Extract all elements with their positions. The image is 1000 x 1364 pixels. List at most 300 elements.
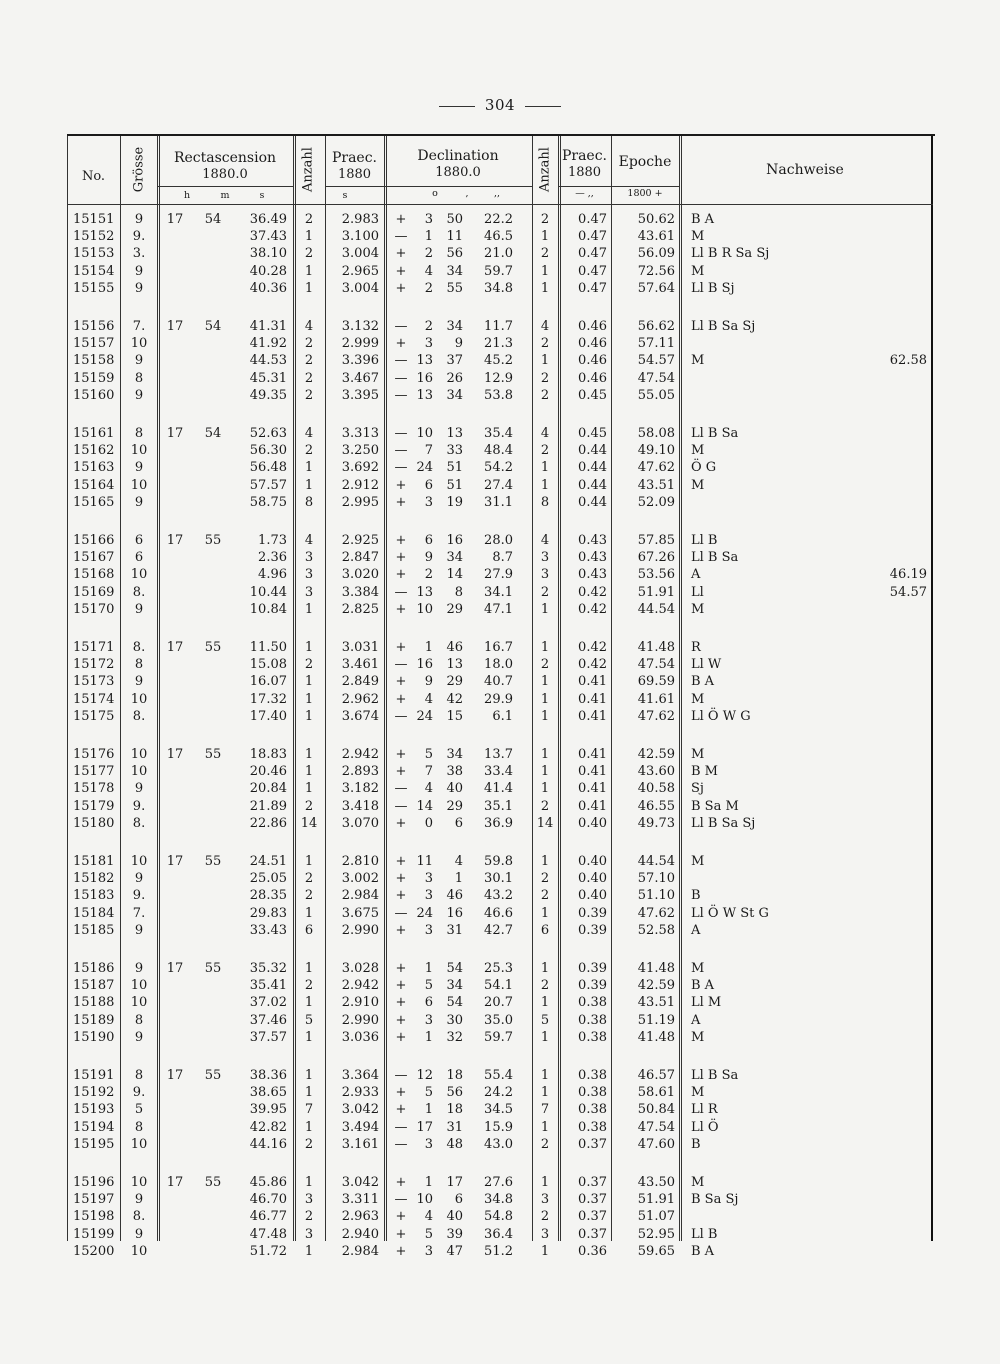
header-anzahl: Anzahl (300, 147, 316, 192)
cell-decl-d: 3 (424, 336, 433, 352)
cell-epoche: 54.57 (637, 353, 675, 369)
cell-decl-s: 47.1 (484, 601, 513, 617)
cell-decl-m: 33 (446, 443, 463, 459)
cell-no: 15176 (73, 747, 115, 762)
cell-nachweise: A (691, 567, 701, 583)
cell-praec2: 0.37 (578, 1209, 607, 1225)
cell-decl-d: 16 (416, 370, 433, 386)
cell-anzahl: 4 (304, 319, 314, 334)
cell-ra-s: 46.77 (249, 1209, 287, 1225)
cell-nachweise: M (691, 353, 705, 369)
cell-praec: 2.849 (341, 674, 379, 690)
cell-groesse: 9 (134, 871, 144, 887)
cell-ra-h: 17 (166, 1175, 184, 1190)
cell-praec2: 0.37 (578, 1192, 607, 1208)
cell-groesse: 10 (130, 1175, 148, 1190)
cell-groesse: 9. (132, 1085, 146, 1101)
cell-praec2: 0.44 (578, 460, 607, 476)
cell-decl-s: 59.8 (484, 854, 513, 869)
cell-decl-m: 29 (446, 674, 463, 690)
cell-sign: — (394, 443, 408, 459)
cell-groesse: 8 (134, 370, 144, 386)
cell-no: 15156 (73, 319, 115, 334)
cell-decl-m: 11 (446, 229, 463, 245)
cell-ra-s: 42.82 (249, 1119, 287, 1135)
cell-ra-h: 17 (166, 640, 184, 655)
col-divider-epoche (679, 136, 682, 1241)
cell-anzahl2: 4 (540, 533, 550, 548)
cell-epoche: 44.54 (637, 601, 675, 617)
cell-anzahl2: 1 (540, 854, 550, 869)
cell-no: 15190 (73, 1029, 115, 1045)
cell-epoche: 50.84 (637, 1102, 675, 1118)
cell-decl-m: 34 (446, 978, 463, 994)
cell-praec2: 0.40 (578, 815, 607, 831)
cell-epoche: 41.61 (637, 691, 675, 707)
cell-decl-d: 24 (416, 460, 433, 476)
cell-decl-s: 35.1 (484, 798, 513, 814)
cell-decl-m: 26 (446, 370, 463, 386)
cell-anzahl: 2 (304, 871, 314, 887)
cell-praec2: 0.42 (578, 640, 607, 655)
cell-anzahl: 1 (304, 961, 314, 976)
praec2-units-rule (558, 186, 611, 187)
cell-ra-h: 17 (166, 854, 184, 869)
cell-groesse: 10 (130, 443, 148, 459)
cell-nachweise: Ö G (691, 460, 717, 476)
cell-epoche: 47.54 (637, 370, 675, 386)
cell-groesse: 10 (130, 477, 148, 493)
cell-decl-m: 14 (446, 567, 463, 583)
cell-no: 15154 (73, 263, 115, 279)
cell-sign: — (394, 1068, 408, 1083)
cell-groesse: 8 (134, 1119, 144, 1135)
cell-anzahl: 7 (304, 1102, 314, 1118)
cell-decl-d: 10 (416, 1192, 433, 1208)
cell-decl-d: 13 (416, 353, 433, 369)
cell-ra-s: 37.43 (249, 229, 287, 245)
cell-no: 15195 (73, 1136, 115, 1152)
cell-praec2: 0.47 (578, 246, 607, 262)
cell-decl-s: 35.4 (484, 426, 513, 441)
cell-groesse: 8. (132, 708, 146, 724)
cell-ra-s: 51.72 (249, 1243, 287, 1259)
cell-ra-s: 36.49 (249, 212, 287, 227)
header-ra-h: h (183, 190, 191, 201)
cell-extra: 46.19 (889, 567, 927, 583)
cell-ra-s: 37.57 (249, 1029, 287, 1045)
cell-praec: 3.004 (341, 280, 379, 296)
cell-anzahl: 6 (304, 922, 314, 938)
cell-decl-m: 16 (446, 533, 463, 548)
cell-anzahl: 2 (304, 336, 314, 352)
cell-sign: + (395, 567, 407, 583)
cell-ra-h: 17 (166, 961, 184, 976)
cell-sign: + (395, 1175, 407, 1190)
cell-decl-d: 4 (424, 263, 433, 279)
cell-praec: 2.984 (341, 1243, 379, 1259)
cell-sign: + (395, 1012, 407, 1028)
cell-anzahl: 1 (304, 708, 314, 724)
cell-decl-d: 1 (424, 1029, 433, 1045)
cell-nachweise: Ll (691, 584, 704, 600)
col-divider-praec (384, 136, 387, 1241)
cell-decl-s: 27.6 (484, 1175, 513, 1190)
cell-anzahl: 1 (304, 460, 314, 476)
header-praec-title: Praec. (331, 150, 378, 166)
cell-groesse: 9 (134, 674, 144, 690)
cell-anzahl2: 1 (540, 995, 550, 1011)
cell-groesse: 9 (134, 280, 144, 296)
cell-anzahl2: 2 (540, 387, 550, 403)
cell-decl-d: 9 (424, 674, 433, 690)
cell-epoche: 72.56 (637, 263, 675, 279)
cell-ra-s: 20.46 (249, 764, 287, 780)
cell-praec: 2.942 (341, 747, 379, 762)
cell-praec: 3.418 (341, 798, 379, 814)
cell-anzahl: 1 (304, 674, 314, 690)
cell-anzahl: 3 (304, 567, 314, 583)
cell-decl-d: 12 (416, 1068, 433, 1083)
cell-anzahl2: 1 (540, 1175, 550, 1190)
cell-decl-m: 19 (446, 494, 463, 510)
cell-anzahl: 3 (304, 1192, 314, 1208)
cell-nachweise: B A (691, 978, 715, 994)
cell-praec: 2.825 (341, 601, 379, 617)
cell-nachweise: M (691, 477, 705, 493)
col-divider-groesse (157, 136, 160, 1241)
cell-decl-m: 9 (454, 336, 463, 352)
cell-anzahl: 2 (304, 443, 314, 459)
cell-no: 15181 (73, 854, 115, 869)
cell-extra: 62.58 (889, 353, 927, 369)
cell-decl-d: 2 (424, 319, 433, 334)
cell-groesse: 10 (130, 854, 148, 869)
cell-decl-m: 54 (446, 961, 463, 976)
header-ra-epoch: 1880.0 (202, 167, 248, 182)
cell-no: 15170 (73, 601, 115, 617)
cell-anzahl2: 2 (540, 1209, 550, 1225)
cell-sign: + (395, 888, 407, 904)
decl-units-rule (384, 186, 532, 187)
cell-decl-s: 8.7 (492, 550, 513, 566)
cell-sign: + (395, 246, 407, 262)
cell-ra-m: 55 (204, 640, 222, 655)
cell-anzahl: 1 (304, 1085, 314, 1101)
cell-decl-d: 24 (416, 708, 433, 724)
cell-decl-d: 4 (424, 781, 433, 797)
cell-decl-s: 34.5 (484, 1102, 513, 1118)
cell-anzahl2: 2 (540, 798, 550, 814)
cell-anzahl: 1 (304, 1243, 314, 1259)
cell-anzahl2: 1 (540, 1085, 550, 1101)
cell-epoche: 51.91 (637, 584, 675, 600)
cell-ra-s: 45.31 (249, 370, 287, 386)
cell-epoche: 59.65 (637, 1243, 675, 1259)
cell-groesse: 10 (130, 764, 148, 780)
praec-units-rule (325, 186, 384, 187)
header-decl-title: Declination (417, 148, 499, 164)
cell-anzahl: 2 (304, 246, 314, 262)
header-decl-deg: o (432, 188, 438, 199)
cell-sign: — (394, 387, 408, 403)
cell-decl-d: 2 (424, 567, 433, 583)
cell-epoche: 69.59 (637, 674, 675, 690)
cell-decl-m: 34 (446, 319, 463, 334)
cell-praec: 2.912 (341, 477, 379, 493)
cell-ra-s: 47.48 (249, 1226, 287, 1242)
cell-epoche: 55.05 (637, 387, 675, 403)
cell-anzahl: 1 (304, 640, 314, 655)
cell-praec: 3.396 (341, 353, 379, 369)
cell-nachweise: M (691, 1085, 705, 1101)
cell-praec: 3.461 (341, 657, 379, 673)
cell-praec2: 0.42 (578, 601, 607, 617)
cell-nachweise: A (691, 922, 701, 938)
cell-epoche: 58.61 (637, 1085, 675, 1101)
cell-decl-d: 5 (424, 978, 433, 994)
cell-no: 15191 (73, 1068, 115, 1083)
cell-anzahl: 2 (304, 888, 314, 904)
cell-anzahl2: 2 (540, 1136, 550, 1152)
cell-sign: + (395, 978, 407, 994)
cell-decl-s: 35.0 (484, 1012, 513, 1028)
cell-epoche: 46.55 (637, 798, 675, 814)
cell-epoche: 47.62 (637, 708, 675, 724)
cell-anzahl2: 3 (540, 567, 550, 583)
cell-decl-s: 34.1 (484, 584, 513, 600)
cell-anzahl: 2 (304, 1209, 314, 1225)
cell-groesse: 10 (130, 995, 148, 1011)
cell-groesse: 7. (132, 905, 146, 921)
cell-decl-d: 13 (416, 387, 433, 403)
cell-extra: 54.57 (889, 584, 927, 600)
cell-ra-s: 16.07 (249, 674, 287, 690)
cell-decl-d: 16 (416, 657, 433, 673)
cell-praec: 3.250 (341, 443, 379, 459)
cell-epoche: 43.50 (637, 1175, 675, 1190)
cell-praec2: 0.46 (578, 336, 607, 352)
cell-decl-s: 59.7 (484, 1029, 513, 1045)
cell-epoche: 47.54 (637, 1119, 675, 1135)
cell-decl-s: 41.4 (484, 781, 513, 797)
cell-anzahl: 2 (304, 798, 314, 814)
cell-praec: 3.031 (341, 640, 379, 655)
cell-no: 15157 (73, 336, 115, 352)
cell-anzahl: 1 (304, 764, 314, 780)
cell-decl-s: 43.0 (484, 1136, 513, 1152)
cell-no: 15200 (73, 1243, 115, 1259)
cell-sign: + (395, 1102, 407, 1118)
cell-anzahl2: 3 (540, 550, 550, 566)
cell-decl-d: 11 (416, 854, 433, 869)
cell-decl-m: 56 (446, 246, 463, 262)
border-right (931, 136, 933, 1241)
cell-praec2: 0.42 (578, 657, 607, 673)
cell-praec2: 0.41 (578, 691, 607, 707)
cell-praec2: 0.40 (578, 854, 607, 869)
cell-no: 15169 (73, 584, 115, 600)
cell-decl-m: 6 (454, 1192, 463, 1208)
cell-decl-d: 1 (424, 1175, 433, 1190)
cell-ra-s: 37.46 (249, 1012, 287, 1028)
cell-decl-d: 5 (424, 1085, 433, 1101)
cell-decl-m: 39 (446, 1226, 463, 1242)
cell-anzahl2: 1 (540, 905, 550, 921)
cell-sign: — (394, 708, 408, 724)
cell-praec: 3.674 (341, 708, 379, 724)
cell-praec: 2.983 (341, 212, 379, 227)
cell-sign: + (395, 764, 407, 780)
cell-decl-m: 18 (446, 1068, 463, 1083)
cell-praec2: 0.46 (578, 370, 607, 386)
cell-anzahl: 8 (304, 494, 314, 510)
cell-decl-m: 47 (446, 1243, 463, 1259)
cell-decl-s: 29.9 (484, 691, 513, 707)
cell-anzahl2: 1 (540, 1068, 550, 1083)
cell-praec2: 0.39 (578, 978, 607, 994)
cell-anzahl2: 1 (540, 640, 550, 655)
cell-praec: 3.313 (341, 426, 379, 441)
cell-decl-d: 6 (424, 995, 433, 1011)
cell-ra-s: 38.10 (249, 246, 287, 262)
col-divider-praec2 (611, 136, 612, 1241)
cell-decl-s: 20.7 (484, 995, 513, 1011)
cell-anzahl: 1 (304, 601, 314, 617)
cell-ra-s: 35.32 (249, 961, 287, 976)
cell-praec: 3.042 (341, 1175, 379, 1190)
cell-anzahl: 2 (304, 370, 314, 386)
cell-anzahl2: 1 (540, 1029, 550, 1045)
cell-decl-d: 1 (424, 961, 433, 976)
cell-decl-d: 6 (424, 533, 433, 548)
cell-no: 15152 (73, 229, 115, 245)
cell-groesse: 8. (132, 584, 146, 600)
cell-ra-s: 22.86 (249, 815, 287, 831)
cell-praec: 2.910 (341, 995, 379, 1011)
cell-no: 15165 (73, 494, 115, 510)
cell-praec: 2.984 (341, 888, 379, 904)
cell-ra-s: 49.35 (249, 387, 287, 403)
col-divider-ra (293, 136, 296, 1241)
cell-epoche: 47.62 (637, 460, 675, 476)
cell-praec2: 0.41 (578, 708, 607, 724)
cell-decl-m: 34 (446, 550, 463, 566)
cell-epoche: 42.59 (637, 978, 675, 994)
cell-groesse: 9 (134, 460, 144, 476)
header-praec-unit: s (342, 190, 348, 201)
cell-nachweise: M (691, 1029, 705, 1045)
cell-decl-m: 15 (446, 708, 463, 724)
cell-decl-d: 2 (424, 280, 433, 296)
cell-decl-m: 34 (446, 263, 463, 279)
cell-ra-s: 37.02 (249, 995, 287, 1011)
cell-nachweise: B A (691, 1243, 715, 1259)
cell-sign: + (395, 494, 407, 510)
cell-groesse: 5 (134, 1102, 144, 1118)
cell-decl-m: 46 (446, 888, 463, 904)
cell-decl-s: 6.1 (492, 708, 513, 724)
cell-ra-s: 2.36 (258, 550, 287, 566)
cell-decl-s: 34.8 (484, 280, 513, 296)
cell-sign: + (395, 815, 407, 831)
cell-anzahl: 1 (304, 229, 314, 245)
cell-sign: + (395, 533, 407, 548)
cell-decl-m: 29 (446, 798, 463, 814)
cell-decl-s: 30.1 (484, 871, 513, 887)
cell-sign: + (395, 691, 407, 707)
cell-praec: 2.990 (341, 922, 379, 938)
cell-decl-s: 22.2 (484, 212, 513, 227)
cell-sign: + (395, 1243, 407, 1259)
cell-anzahl: 1 (304, 1068, 314, 1083)
cell-praec2: 0.45 (578, 387, 607, 403)
cell-nachweise: Ll B Sj (691, 280, 735, 296)
cell-decl-s: 11.7 (484, 319, 513, 334)
cell-no: 15196 (73, 1175, 115, 1190)
cell-decl-s: 34.8 (484, 1192, 513, 1208)
cell-anzahl2: 1 (540, 601, 550, 617)
header-bottom-rule (67, 204, 933, 205)
cell-sign: — (394, 657, 408, 673)
cell-groesse: 7. (132, 319, 146, 334)
cell-anzahl2: 6 (540, 922, 550, 938)
cell-no: 15198 (73, 1209, 115, 1225)
cell-ra-s: 33.43 (249, 922, 287, 938)
cell-no: 15199 (73, 1226, 115, 1242)
cell-epoche: 40.58 (637, 781, 675, 797)
header-ra-m: m (220, 190, 230, 201)
cell-praec2: 0.44 (578, 477, 607, 493)
cell-sign: + (395, 922, 407, 938)
cell-decl-d: 7 (424, 443, 433, 459)
cell-anzahl2: 2 (540, 888, 550, 904)
cell-praec: 3.028 (341, 961, 379, 976)
cell-ra-s: 24.51 (249, 854, 287, 869)
header-epoche-title: Epoche (618, 154, 672, 170)
cell-ra-s: 17.40 (249, 708, 287, 724)
cell-nachweise: M (691, 229, 705, 245)
cell-no: 15158 (73, 353, 115, 369)
cell-anzahl: 1 (304, 781, 314, 797)
cell-sign: + (395, 961, 407, 976)
cell-epoche: 52.95 (637, 1226, 675, 1242)
cell-decl-s: 27.9 (484, 567, 513, 583)
cell-ra-s: 45.86 (249, 1175, 287, 1190)
cell-anzahl2: 1 (540, 353, 550, 369)
cell-ra-s: 57.57 (249, 477, 287, 493)
cell-sign: — (394, 1119, 408, 1135)
cell-epoche: 43.51 (637, 477, 675, 493)
cell-anzahl: 1 (304, 280, 314, 296)
cell-anzahl2: 1 (540, 781, 550, 797)
cell-ra-s: 18.83 (249, 747, 287, 762)
cell-decl-s: 51.2 (484, 1243, 513, 1259)
cell-nachweise: Ll B (691, 1226, 718, 1242)
cell-no: 15164 (73, 477, 115, 493)
cell-no: 15187 (73, 978, 115, 994)
cell-decl-s: 15.9 (484, 1119, 513, 1135)
cell-decl-s: 16.7 (484, 640, 513, 655)
cell-sign: + (395, 871, 407, 887)
cell-nachweise: Ll W (691, 657, 722, 673)
cell-decl-d: 10 (416, 426, 433, 441)
cell-praec2: 0.39 (578, 961, 607, 976)
header-nachweise: Nachweise (766, 162, 844, 178)
cell-decl-m: 42 (446, 691, 463, 707)
cell-epoche: 47.54 (637, 657, 675, 673)
cell-praec: 3.036 (341, 1029, 379, 1045)
